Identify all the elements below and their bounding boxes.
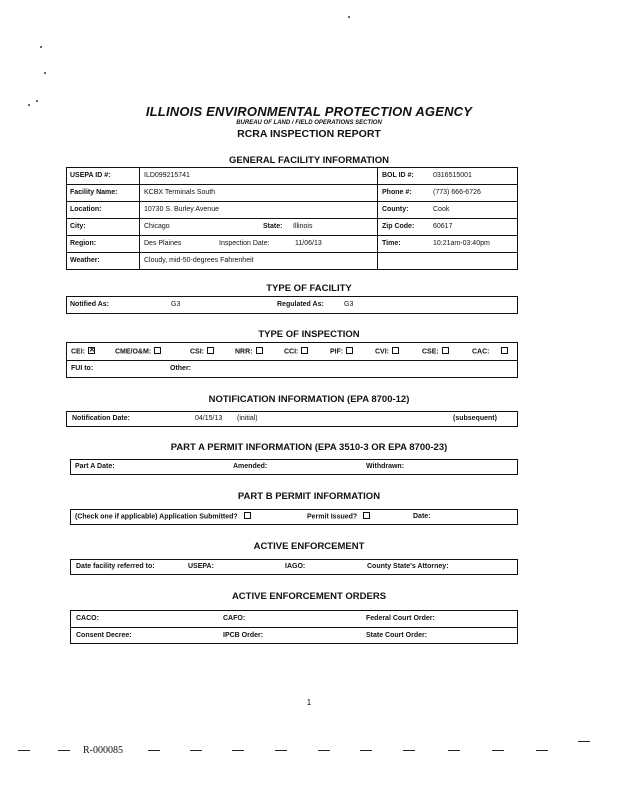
region-value: Des Plaines (144, 240, 182, 247)
page-number: 1 (306, 698, 312, 707)
permit-issued[interactable]: Permit Issued? (307, 513, 370, 520)
section-part-a: PART A PERMIT INFORMATION (EPA 3510-3 OR EPA 8700-23) (170, 442, 448, 453)
notification-initial: (initial) (237, 415, 258, 422)
section-type-of-facility: TYPE OF FACILITY (266, 283, 352, 294)
inspection-pif[interactable]: PIF: (330, 348, 353, 355)
checkbox-icon[interactable] (442, 347, 449, 354)
checkbox-icon[interactable] (256, 347, 263, 354)
federal-court-order-label: Federal Court Order: (366, 615, 435, 622)
section-type-of-inspection: TYPE OF INSPECTION (258, 329, 360, 340)
notification-date-label: Notification Date: (72, 415, 130, 422)
cafo-label: CAFO: (223, 615, 246, 622)
scan-dash (360, 750, 372, 751)
other-label: Other: (170, 365, 191, 372)
part-a-date-label: Part A Date: (75, 463, 115, 470)
bol-id-label: BOL ID #: (382, 172, 414, 179)
county-label: County: (382, 206, 409, 213)
part-a-box (70, 459, 518, 475)
bureau-name: BUREAU OF LAND / FIELD OPERATIONS SECTION (236, 120, 382, 126)
checkbox-icon[interactable] (363, 512, 370, 519)
scan-dash (536, 750, 548, 751)
orders-box (70, 610, 518, 644)
time-label: Time: (382, 240, 401, 247)
inspection-date-label: Inspection Date: (219, 240, 270, 247)
checkbox-icon[interactable] (207, 347, 214, 354)
usepa-label: USEPA: (188, 563, 214, 570)
inspection-type-box (66, 342, 518, 378)
scan-speck (36, 100, 38, 102)
enforcement-box (70, 559, 518, 575)
scan-dash (403, 750, 415, 751)
notification-box (66, 411, 518, 427)
city-label: City: (70, 223, 86, 230)
inspection-csi[interactable]: CSI: (190, 348, 214, 355)
zip-value: 60617 (433, 223, 453, 230)
scan-dash (492, 750, 504, 751)
section-enforcement-orders: ACTIVE ENFORCEMENT ORDERS (231, 591, 387, 602)
inspection-cci[interactable]: CCI: (284, 348, 308, 355)
weather-label: Weather: (70, 257, 100, 264)
scan-dash (448, 750, 460, 751)
inspection-cse[interactable]: CSE: (422, 348, 449, 355)
consent-decree-label: Consent Decree: (76, 632, 132, 639)
checkbox-icon[interactable] (244, 512, 251, 519)
county-attorney-label: County State's Attorney: (367, 563, 449, 570)
general-row (67, 219, 517, 236)
part-b-date-label: Date: (413, 513, 431, 520)
checkbox-checked-icon[interactable]: ✕ (89, 347, 95, 354)
section-general-facility: GENERAL FACILITY INFORMATION (229, 155, 389, 166)
regulated-as-value: G3 (344, 301, 354, 308)
notification-date-value: 04/15/13 (195, 415, 223, 422)
general-row (67, 236, 517, 253)
checkbox-icon[interactable] (501, 347, 508, 354)
inspection-cvi[interactable]: CVI: (375, 348, 399, 355)
part-b-box (70, 509, 518, 525)
state-court-order-label: State Court Order: (366, 632, 428, 639)
scan-dash (18, 750, 30, 751)
county-value: Cook (433, 206, 450, 213)
scan-speck (40, 46, 42, 48)
section-part-b: PART B PERMIT INFORMATION (237, 491, 381, 502)
inspection-date-value: 11/06/13 (295, 240, 322, 247)
bates-number: R-000085 (83, 745, 123, 756)
withdrawn-label: Withdrawn: (366, 463, 405, 470)
ipcb-order-label: IPCB Order: (223, 632, 264, 639)
inspection-ce[interactable]: CEI: ✕ (71, 347, 95, 356)
city-value: Chicago (144, 223, 170, 230)
scan-dash (148, 750, 160, 751)
general-facility-box (66, 167, 518, 270)
inspection-nrr[interactable]: NRR: (235, 348, 263, 355)
checkbox-icon[interactable] (392, 347, 399, 354)
facility-name-label: Facility Name: (70, 189, 118, 196)
referred-label: Date facility referred to: (76, 563, 155, 570)
checkbox-icon[interactable] (301, 347, 308, 354)
notified-as-label: Notified As: (70, 301, 110, 308)
time-value: 10:21am-03:40pm (433, 240, 490, 247)
general-row (67, 202, 517, 219)
inspection-cme-oam[interactable]: CME/O&M: (115, 348, 161, 355)
scan-speck (44, 72, 46, 74)
usepa-id-value: ILD099215741 (144, 172, 190, 179)
state-label: State: (263, 223, 283, 230)
region-label: Region: (70, 240, 97, 247)
caco-label: CACO: (76, 615, 99, 622)
phone-label: Phone #: (382, 189, 412, 196)
facility-name-value: KCBX Terminals South (144, 189, 216, 196)
bol-id-value: 0316515001 (433, 172, 472, 179)
section-active-enforcement: ACTIVE ENFORCEMENT (253, 541, 365, 552)
fui-label: FUI to: (71, 365, 94, 372)
orders-row (71, 628, 517, 644)
scan-speck (348, 16, 350, 18)
application-submitted[interactable]: (Check one if applicable) Application Submitted? (75, 513, 251, 520)
scan-dash (58, 750, 70, 751)
notification-subsequent: (subsequent) (453, 415, 497, 422)
general-row (67, 185, 517, 202)
scan-dash (190, 750, 202, 751)
facility-type-box (66, 296, 518, 314)
notified-as-value: G3 (171, 301, 181, 308)
regulated-as-label: Regulated As: (277, 301, 324, 308)
scan-dash (232, 750, 244, 751)
scan-dash (318, 750, 330, 751)
inspection-cac[interactable]: CAC: (472, 348, 508, 355)
report-title: RCRA INSPECTION REPORT (237, 128, 381, 140)
amended-label: Amended: (233, 463, 268, 470)
iago-label: IAGO: (285, 563, 306, 570)
phone-value: (773) 666-6726 (433, 189, 481, 196)
state-value: Illinois (293, 223, 313, 230)
general-row (67, 168, 517, 185)
general-row (67, 253, 517, 270)
orders-row (71, 611, 517, 628)
usepa-id-label: USEPA ID #: (70, 172, 111, 179)
location-label: Location: (70, 206, 102, 213)
scan-dash (275, 750, 287, 751)
inspection-type-row (67, 343, 517, 361)
weather-value: Cloudy, mid-50-degrees Fahrenheit (144, 257, 254, 264)
zip-label: Zip Code: (382, 223, 415, 230)
checkbox-icon[interactable] (346, 347, 353, 354)
section-notification: NOTIFICATION INFORMATION (EPA 8700-12) (208, 394, 410, 405)
inspection-type-row (67, 361, 517, 378)
location-value: 10730 S. Burley Avenue (144, 206, 219, 213)
agency-name: ILLINOIS ENVIRONMENTAL PROTECTION AGENCY (145, 104, 473, 119)
scan-dash (578, 741, 590, 742)
checkbox-icon[interactable] (154, 347, 161, 354)
